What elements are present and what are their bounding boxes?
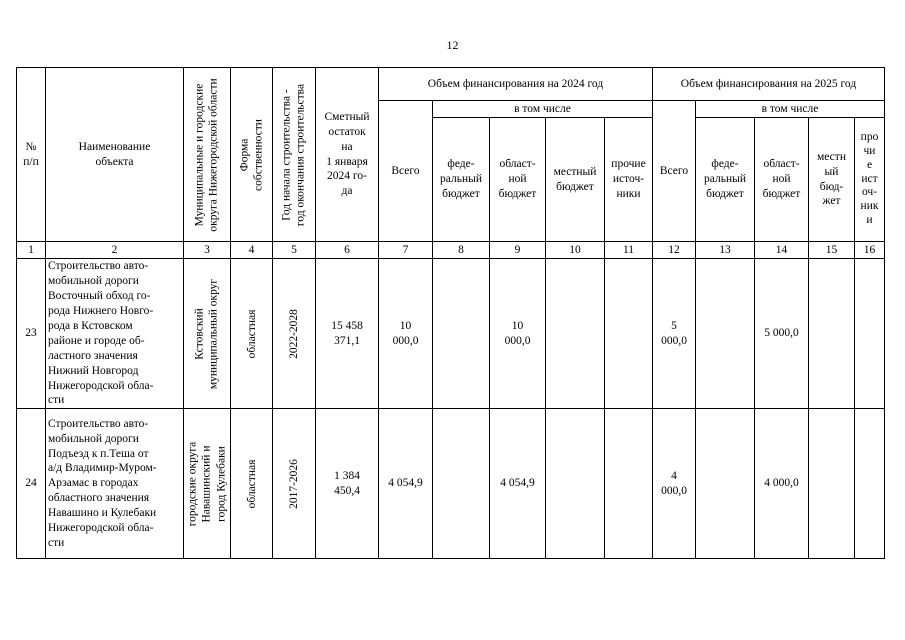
- column-number: 8: [433, 242, 490, 259]
- total-2025-value: 4 000,0: [653, 409, 696, 559]
- column-number: 16: [855, 242, 885, 259]
- total-2024-value: 4 054,9: [379, 409, 433, 559]
- ownership-cell: [231, 259, 273, 409]
- years-text: 2017-2026: [287, 458, 300, 509]
- table-row: [17, 409, 885, 559]
- header-federal-2024: феде- ральный бюджет: [433, 118, 490, 242]
- header-other-2025: про чи е ист оч- ник и: [855, 118, 885, 242]
- header-regional-2025: област- ной бюджет: [755, 118, 809, 242]
- ownership-text: областная: [245, 309, 258, 359]
- page-number: 12: [446, 38, 459, 52]
- header-years-text: Год начала строительства - год окончания строительства: [280, 83, 307, 226]
- header-ownership-text: Форма собственности: [238, 118, 265, 191]
- federal-2024-value: [433, 259, 490, 409]
- federal-2025-value: [696, 409, 755, 559]
- financing-table: [16, 67, 885, 559]
- local-2024-value: [546, 409, 605, 559]
- header-ownership: [231, 68, 273, 242]
- header-municipality: [184, 68, 231, 242]
- years-cell: [273, 259, 316, 409]
- header-including-2025: в том числе: [696, 101, 885, 118]
- header-num: № п/п: [17, 68, 46, 242]
- header-total-2024: Всего: [379, 101, 433, 242]
- column-number: 9: [490, 242, 546, 259]
- local-2025-value: [809, 259, 855, 409]
- column-number: 1: [17, 242, 46, 259]
- column-number: 4: [231, 242, 273, 259]
- header-years: [273, 68, 316, 242]
- header-name: Наименование объекта: [46, 68, 184, 242]
- header-including-2024: в том числе: [433, 101, 653, 118]
- column-number: 11: [605, 242, 653, 259]
- table-row: [17, 259, 885, 409]
- header-total-2025: Всего: [653, 101, 696, 242]
- column-number: 2: [46, 242, 184, 259]
- column-number: 10: [546, 242, 605, 259]
- years-text: 2022-2028: [287, 308, 300, 359]
- column-number: 12: [653, 242, 696, 259]
- remainder-value: 15 458 371,1: [316, 259, 379, 409]
- column-number: 3: [184, 242, 231, 259]
- column-number: 15: [809, 242, 855, 259]
- local-2024-value: [546, 259, 605, 409]
- local-2025-value: [809, 409, 855, 559]
- ownership-text: областная: [245, 459, 258, 509]
- other-2025-value: [855, 409, 885, 559]
- regional-2025-value: 5 000,0: [755, 259, 809, 409]
- header-remainder: Сметный остаток на 1 января 2024 го- да: [316, 68, 379, 242]
- federal-2024-value: [433, 409, 490, 559]
- column-number: 14: [755, 242, 809, 259]
- object-name: Строительство авто- мобильной дороги Подъезд к п.Теша от а/д Владимир-Муром- Арзамас в городах областного значения Навашино и Кулебаки Нижегородской обла- сти: [46, 409, 184, 559]
- object-name: Строительство авто- мобильной дороги Восточный обход го- рода Нижнего Новго- рода в Кстовском районе и городе об- ластного значения Нижний Новгород Нижегородской обла- сти: [46, 259, 184, 409]
- column-number: 7: [379, 242, 433, 259]
- other-2025-value: [855, 259, 885, 409]
- municipality-cell: [184, 259, 231, 409]
- total-2025-value: 5 000,0: [653, 259, 696, 409]
- total-2024-value: 10 000,0: [379, 259, 433, 409]
- row-num: 23: [17, 259, 46, 409]
- header-regional-2024: област- ной бюджет: [490, 118, 546, 242]
- header-federal-2025: феде- ральный бюджет: [696, 118, 755, 242]
- header-fin-2025: Объем финансирования на 2025 год: [653, 68, 885, 101]
- ownership-cell: [231, 409, 273, 559]
- municipality-text: Кстовский муниципальный округ: [193, 278, 220, 389]
- years-cell: [273, 409, 316, 559]
- regional-2024-value: 4 054,9: [490, 409, 546, 559]
- header-local-2025: местн ый бюд- жет: [809, 118, 855, 242]
- column-number-row: [17, 242, 885, 259]
- municipality-text: городские округа Навашинский и город Кулебаки: [186, 441, 228, 527]
- header-fin-2024: Объем финансирования на 2024 год: [379, 68, 653, 101]
- column-number: 13: [696, 242, 755, 259]
- other-2024-value: [605, 259, 653, 409]
- column-number: 5: [273, 242, 316, 259]
- header-other-2024: прочие источ- ники: [605, 118, 653, 242]
- regional-2024-value: 10 000,0: [490, 259, 546, 409]
- row-num: 24: [17, 409, 46, 559]
- other-2024-value: [605, 409, 653, 559]
- header-local-2024: местный бюджет: [546, 118, 605, 242]
- remainder-value: 1 384 450,4: [316, 409, 379, 559]
- column-number: 6: [316, 242, 379, 259]
- municipality-cell: [184, 409, 231, 559]
- regional-2025-value: 4 000,0: [755, 409, 809, 559]
- header-municipality-text: Муниципальные и городские округа Нижегородской области: [193, 77, 220, 232]
- federal-2025-value: [696, 259, 755, 409]
